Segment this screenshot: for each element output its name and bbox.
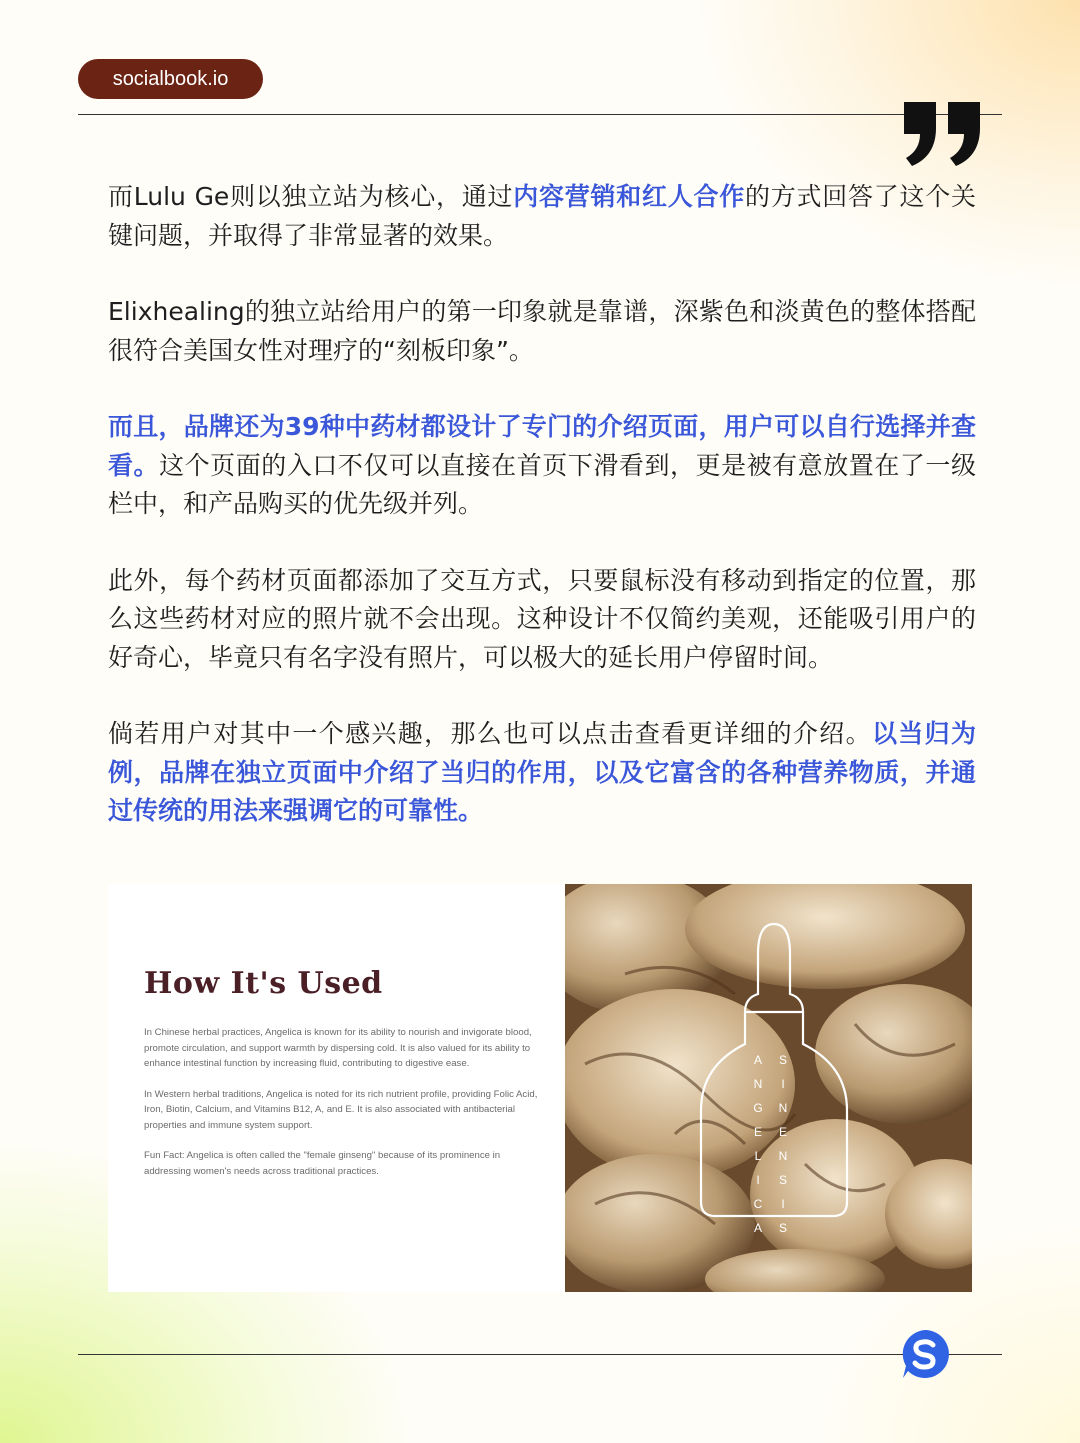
bottle-label-letter: S xyxy=(778,1173,788,1187)
bottle-label-letter: A xyxy=(753,1221,763,1235)
bottle-label-letter: S xyxy=(778,1053,788,1067)
socialbook-logo-icon xyxy=(899,1328,951,1380)
bottle-label-letter: N xyxy=(753,1077,763,1091)
article-paragraph xyxy=(108,562,976,678)
angelica-root-photo xyxy=(565,884,972,1292)
brand-pill[interactable]: socialbook.io xyxy=(78,59,263,99)
section-paragraph: Fun Fact: Angelica is often called the "female ginseng" because of its prominence in addressing women's needs across traditional practices. xyxy=(144,1150,501,1177)
bottle-label-letter: I xyxy=(781,1077,785,1091)
article-paragraph xyxy=(108,408,976,524)
bottle-label-letter: N xyxy=(778,1101,788,1115)
bottle-label-letter: N xyxy=(778,1149,788,1163)
article-paragraph xyxy=(108,715,976,831)
bottle-label-letter: E xyxy=(753,1125,763,1139)
top-divider xyxy=(78,114,1002,115)
bottom-divider xyxy=(78,1354,1002,1355)
herb-page-screenshot xyxy=(108,884,972,1292)
paragraph-text: 而Lulu Ge则以独立站为核心，通过 xyxy=(108,182,514,211)
highlighted-text: 而且，品牌还为39种中药材都设计了专门的介绍页面，用户可以自行选择并查看。 xyxy=(108,412,976,480)
bottle-label-letter: I xyxy=(756,1173,760,1187)
bottle-label-letter: C xyxy=(753,1197,763,1211)
bottle-label-letter: A xyxy=(753,1053,763,1067)
section-title: How It's Used xyxy=(144,966,383,1001)
bottle-label-letter: E xyxy=(778,1125,788,1139)
paragraph-text: 的方式回答了这个关键问题，并取得了非常显著的效果。 xyxy=(108,182,976,250)
paragraph-text: 此外，每个药材页面都添加了交互方式，只要鼠标没有移动到指定的位置，那么这些药材对应的照片就不会出现。这种设计不仅简约美观，还能吸引用户的好奇心，毕竟只有名字没有照片，可以极大的延长用户停留时间。 xyxy=(108,565,976,672)
article-paragraph xyxy=(108,178,976,255)
highlighted-text: 以当归为例，品牌在独立页面中介绍了当归的作用，以及它富含的各种营养物质，并通过传统的用法来强调它的可靠性。 xyxy=(108,719,976,825)
section-paragraph: In Western herbal traditions, Angelica is noted for its rich nutrient profile, providing Folic Acid, Iron, Biotin, Calcium, and Vitamins B12, A, and E. It is also associated with antibacterial properties and immune system support. xyxy=(144,1088,538,1131)
paragraph-text: Elixhealing的独立站给用户的第一印象就是靠谱，深紫色和淡黄色的整体搭配很符合美国女性对理疗的“刻板印象”。 xyxy=(108,297,976,365)
quote-mark-icon xyxy=(898,98,988,168)
highlighted-text: 内容营销和红人合作 xyxy=(513,182,746,211)
bottle-label-letter: L xyxy=(754,1149,762,1163)
section-paragraph: In Chinese herbal practices, Angelica is known for its ability to nourish and invigorate blood, promote circulation, and support warmth by dispersing cold. It is also valued for its ability to enhance intestinal function by increasing fluid, contributing to digestive ease. xyxy=(144,1027,532,1069)
paragraph-text: 这个页面的入口不仅可以直接在首页下滑看到，更是被有意放置在了一级栏中，和产品购买的优先级并列。 xyxy=(108,450,976,518)
bottle-label-letter: I xyxy=(781,1197,785,1211)
article-body xyxy=(108,178,976,869)
paragraph-text: 倘若用户对其中一个感兴趣，那么也可以点击查看更详细的介绍。 xyxy=(108,719,872,748)
how-its-used-section xyxy=(144,966,544,1194)
article-paragraph xyxy=(108,293,976,370)
bottle-label-letter: G xyxy=(753,1101,763,1115)
bottle-label-letter: S xyxy=(778,1221,788,1235)
